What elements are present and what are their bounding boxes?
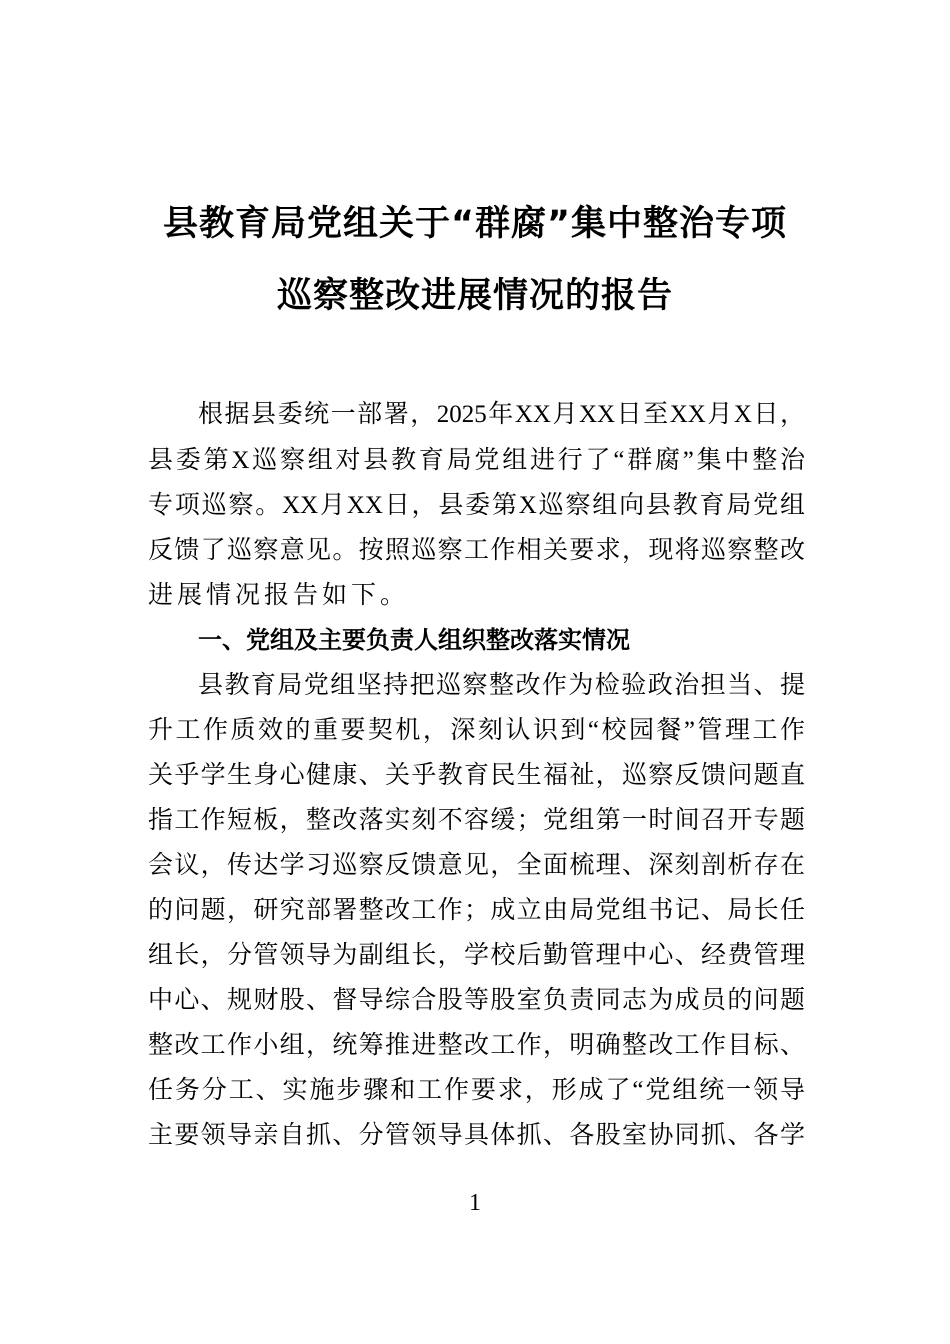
document-title-line-2: 巡察整改进展情况的报告	[276, 276, 673, 316]
text-line: 升工作质效的重要契机，深刻认识到“校园餐”管理工作	[148, 717, 805, 744]
text-line: 会议，传达学习巡察反馈意见，全面梳理、深刻剖析存在	[148, 852, 805, 879]
section-heading: 一、党组及主要负责人组织整改落实情况	[198, 626, 630, 654]
text-line: 主要领导亲自抓、分管领导具体抓、各股室协同抓、各学	[148, 1122, 805, 1149]
text-line: 整改工作小组，统筹推进整改工作，明确整改工作目标、	[148, 1032, 805, 1059]
text-line: 的问题，研究部署整改工作；成立由局党组书记、局长任	[148, 897, 805, 924]
text-line: 专项巡察。XX月XX日，县委第X巡察组向县教育局党组	[148, 492, 805, 519]
text-line: 关乎学生身心健康、关乎教育民生福祉，巡察反馈问题直	[148, 762, 805, 789]
text-line: 中心、规财股、督导综合股等股室负责同志为成员的问题	[148, 987, 805, 1014]
text-line: 反馈了巡察意见。按照巡察工作相关要求，现将巡察整改	[148, 537, 805, 564]
document-title-line-1: 县教育局党组关于“群腐”集中整治专项	[162, 204, 787, 244]
text-line: 县教育局党组坚持把巡察整改作为检验政治担当、提	[198, 672, 805, 699]
text-line: 指工作短板，整改落实刻不容缓；党组第一时间召开专题	[148, 807, 805, 834]
text-line: 进展情况报告如下。	[148, 582, 410, 609]
text-line: 任务分工、实施步骤和工作要求，形成了“党组统一领导	[148, 1077, 805, 1104]
page-number: 1	[469, 1190, 481, 1216]
text-line: 县委第X巡察组对县教育局党组进行了“群腐”集中整治	[148, 447, 805, 474]
text-line: 根据县委统一部署，2025年XX月XX日至XX月X日，	[198, 401, 805, 428]
text-line: 组长，分管领导为副组长，学校后勤管理中心、经费管理	[148, 942, 805, 969]
